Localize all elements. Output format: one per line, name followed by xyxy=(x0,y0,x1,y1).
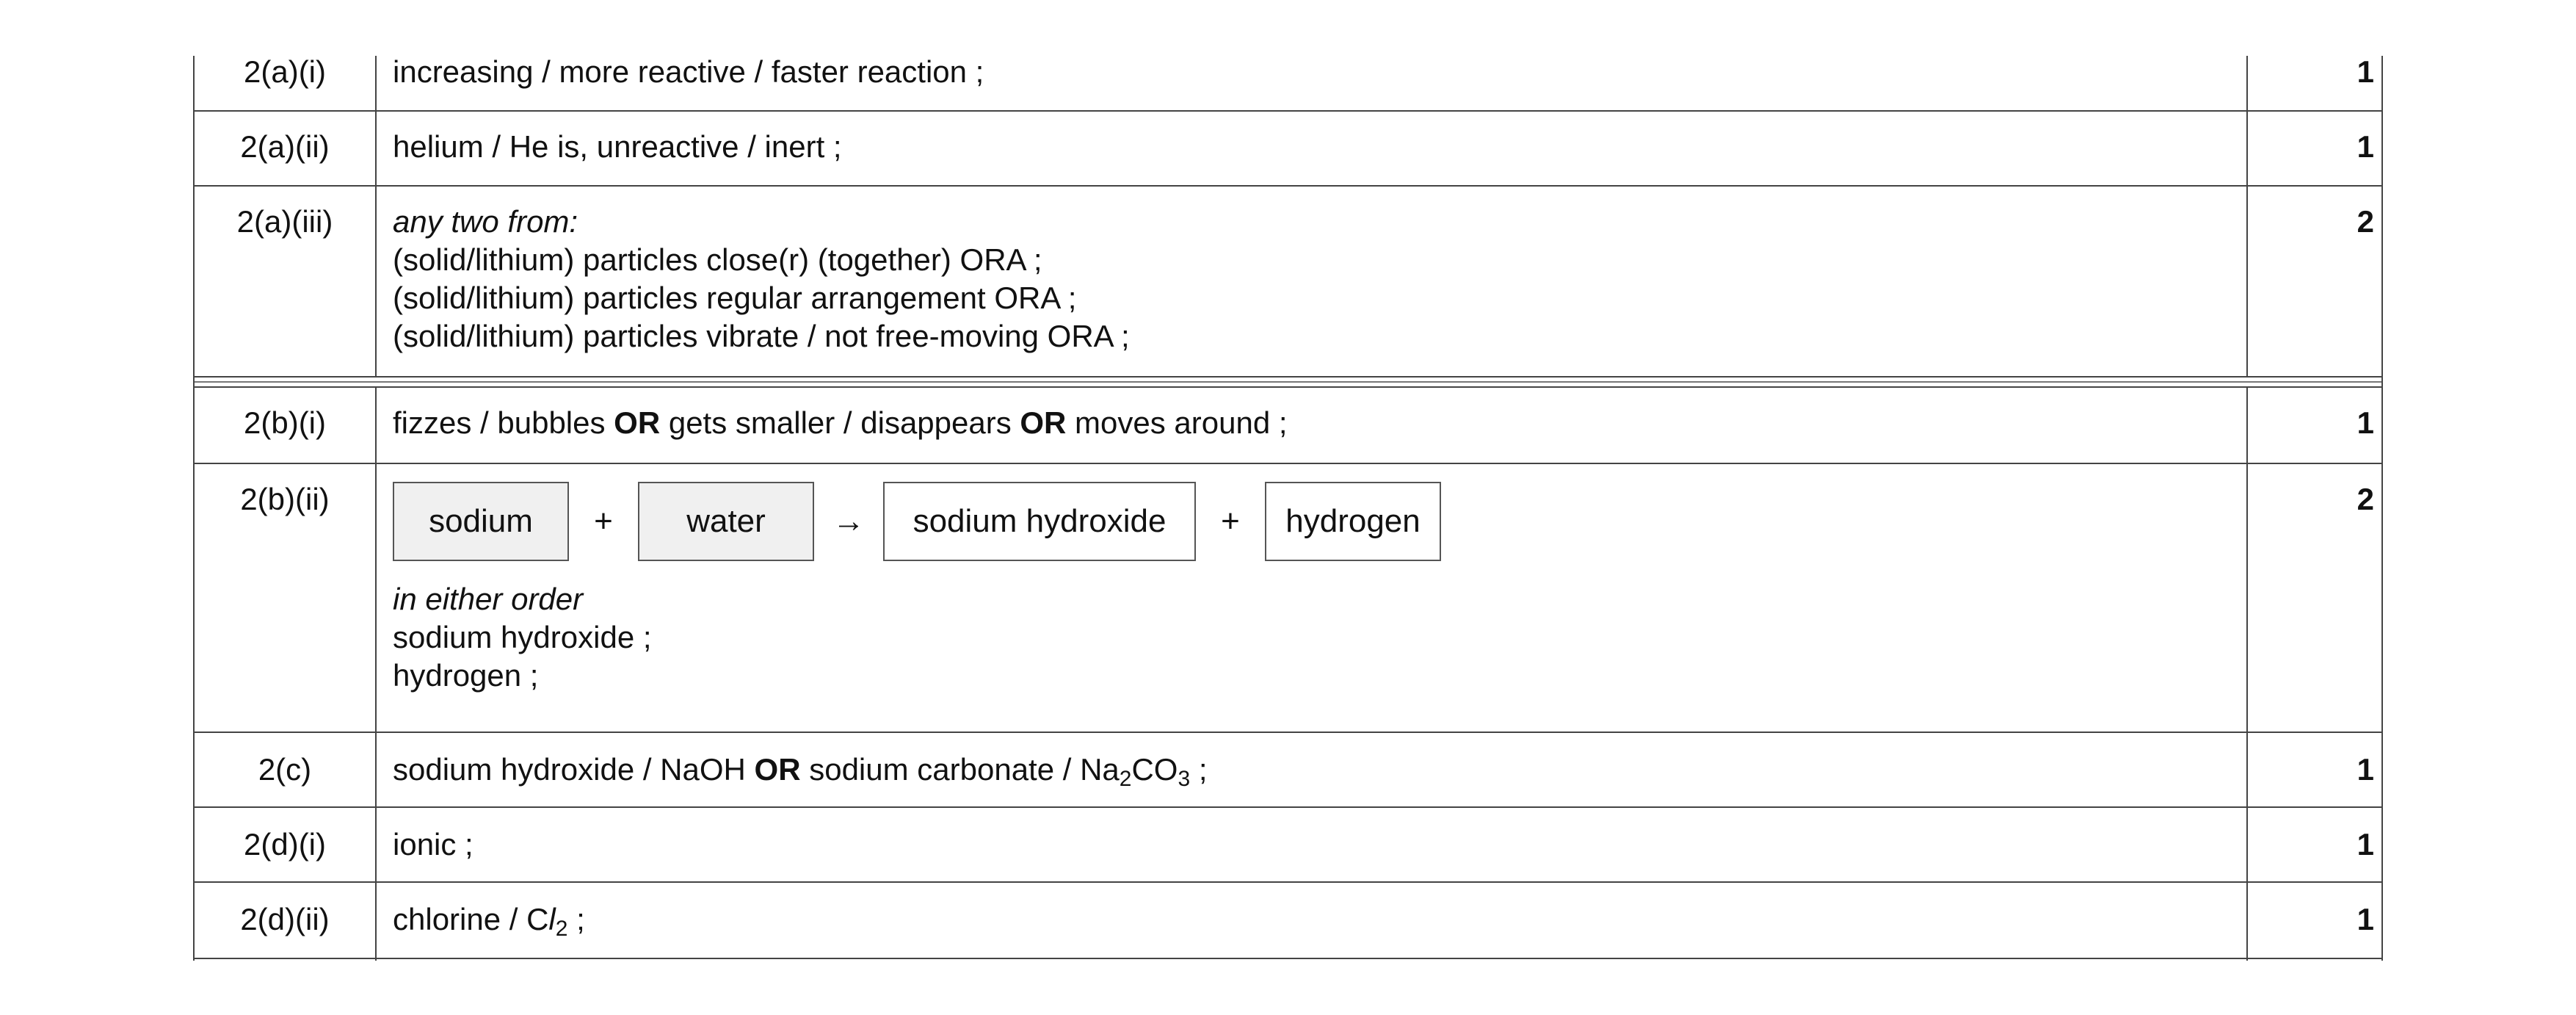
mark-scheme-table-lower xyxy=(193,388,2383,961)
answer-text xyxy=(393,900,2213,939)
or-keyword: OR xyxy=(754,752,801,787)
answer-block xyxy=(393,203,2213,355)
answer-part: sodium hydroxide / NaOH xyxy=(393,752,755,787)
table-row xyxy=(195,733,2381,808)
question-number: 2(b)(i) xyxy=(244,405,326,440)
answer-block xyxy=(393,580,2213,695)
answer-line: hydrogen ; xyxy=(393,658,539,693)
italic-letter: l xyxy=(548,902,556,936)
answer-note: in either order xyxy=(393,582,584,616)
question-number: 2(d)(ii) xyxy=(240,902,330,936)
table-row xyxy=(195,187,2381,376)
answer-line: (solid/lithium) particles regular arrangement ORA ; xyxy=(393,281,1077,315)
double-rule xyxy=(195,376,2381,388)
table-row xyxy=(195,808,2381,883)
subscript: 2 xyxy=(555,917,568,941)
answer-lead-in: any two from: xyxy=(393,204,578,239)
question-number: 2(b)(ii) xyxy=(240,482,330,516)
marks-value: 1 xyxy=(2357,902,2374,936)
answer-part: fizzes / bubbles xyxy=(393,405,614,440)
marks-value: 1 xyxy=(2357,405,2374,440)
question-number: 2(a)(iii) xyxy=(236,204,333,239)
word-equation xyxy=(393,482,1714,563)
marks-value: 1 xyxy=(2357,54,2374,89)
answer-text xyxy=(393,404,2213,442)
plus-sign: + xyxy=(1221,503,1240,539)
question-number: 2(d)(i) xyxy=(244,827,326,862)
equation-box-product: sodium hydroxide xyxy=(883,482,1196,561)
plus-sign: + xyxy=(594,503,613,539)
answer-text xyxy=(393,751,2213,789)
answer-line: (solid/lithium) particles vibrate / not free-moving ORA ; xyxy=(393,319,1130,353)
table-row xyxy=(195,883,2381,959)
equation-box-reactant: sodium xyxy=(393,482,569,561)
table-row xyxy=(195,388,2381,464)
answer-part: CO xyxy=(1131,752,1178,787)
table-row xyxy=(195,464,2381,733)
answer-part: sodium carbonate / Na xyxy=(800,752,1120,787)
or-keyword: OR xyxy=(1020,405,1067,440)
answer-line: sodium hydroxide ; xyxy=(393,620,652,654)
equation-box-reactant: water xyxy=(638,482,814,561)
question-number: 2(a)(ii) xyxy=(240,129,330,164)
answer-text: ionic ; xyxy=(393,827,474,862)
subscript: 2 xyxy=(1119,767,1132,791)
table-row xyxy=(195,56,2381,112)
answer-line: (solid/lithium) particles close(r) (together) ORA ; xyxy=(393,242,1042,277)
table-separator xyxy=(193,376,2383,388)
subscript: 3 xyxy=(1178,767,1191,791)
marks-value: 1 xyxy=(2357,827,2374,862)
or-keyword: OR xyxy=(614,405,661,440)
answer-part: chlorine / C xyxy=(393,902,549,936)
table-row xyxy=(195,112,2381,187)
equation-box-product: hydrogen xyxy=(1265,482,1441,561)
marks-value: 1 xyxy=(2357,129,2374,164)
answer-part: moves around ; xyxy=(1066,405,1288,440)
answer-part: ; xyxy=(1190,752,1208,787)
question-number: 2(a)(i) xyxy=(244,54,326,89)
question-number: 2(c) xyxy=(258,752,312,787)
marks-value: 2 xyxy=(2357,482,2374,516)
reaction-arrow: → xyxy=(832,503,865,539)
answer-part: gets smaller / disappears xyxy=(660,405,1020,440)
mark-scheme-table-upper xyxy=(193,56,2383,376)
answer-part: ; xyxy=(567,902,585,936)
answer-text: helium / He is, unreactive / inert ; xyxy=(393,129,842,164)
marks-value: 1 xyxy=(2357,752,2374,787)
answer-text: increasing / more reactive / faster reaction ; xyxy=(393,54,984,89)
marks-value: 2 xyxy=(2357,204,2374,239)
